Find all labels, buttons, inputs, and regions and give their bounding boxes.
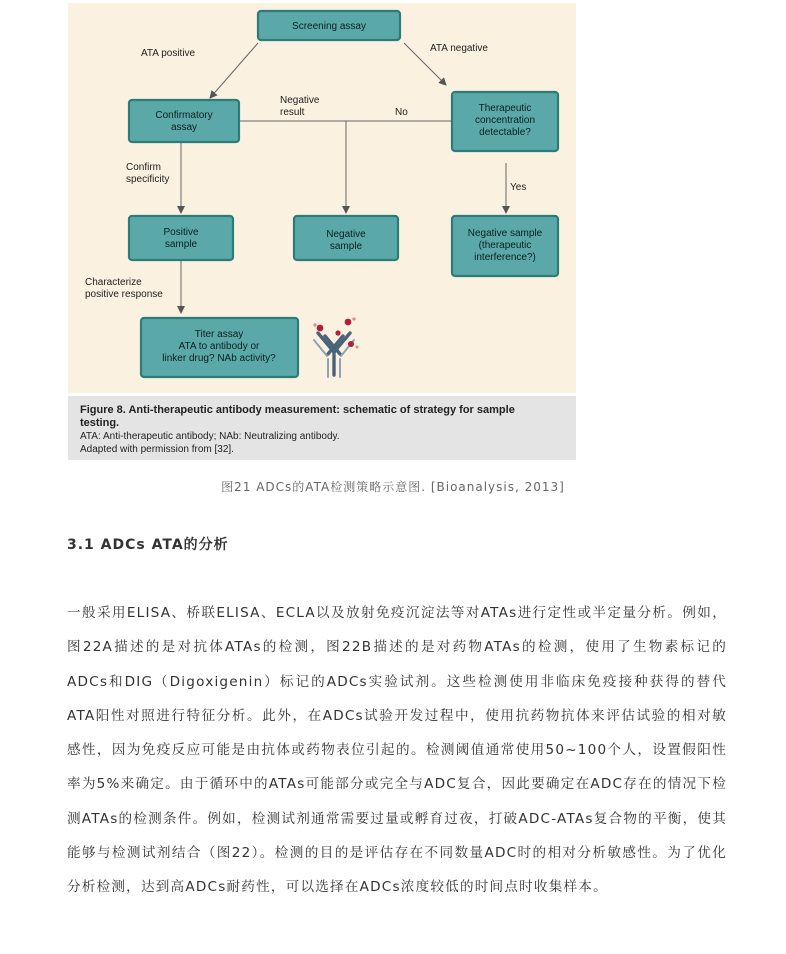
arrow-ata-positive — [210, 43, 258, 98]
text-line: ATA positive — [141, 48, 196, 59]
text-line: Negative — [280, 95, 320, 106]
label-confirm-specificity — [126, 162, 169, 185]
body-paragraph: 一般采用ELISA、桥联ELISA、ECLA以及放射免疫沉淀法等对ATAs进行定性或半定量分析。例如，图22A描述的是对抗体ATAs的检测，图22B描述的是对药物ATAs的检测，使用了生物素标记的ADCs和DIG（Digoxigenin）标记的ADCs实验试剂。这些检测使用非临床免疫接种获得的替代ATA阳性对照进行特征分析。此外，在ADCs试验开发过程中，使用抗药物抗体来评估试验的相对敏感性，因为免疫反应可能是由抗体或药物表位引起的。检测阈值通常使用50~100个人，设置假阳性率为5%来确定。由于循环中的ATAs可能部分或完全与ADC复合，因此要确定在ADC存在的情况下检测ATAs的检测条件。例如，检测试剂通常需要过量或孵育过夜，打破ADC-ATAs复合物的平衡，使其能够与检测试剂结合（图22）。检测的目的是评估存在不同数量ADC时的相对分析敏感性。为了优化分析检测，达到高ADCs耐药性，可以选择在ADCs浓度较低的时间点时收集样本。 — [67, 605, 727, 896]
caption-abbreviations: ATA: Anti-therapeutic antibody; NAb: Neutralizing antibody. — [80, 431, 340, 442]
text-line: Negative — [326, 229, 366, 240]
therapeutic-concentration-box — [452, 92, 558, 151]
text-line: concentration — [474, 115, 536, 126]
text-line: detectable? — [479, 127, 531, 138]
text-line: (therapeutic — [478, 240, 532, 251]
text-line: positive response — [85, 289, 163, 300]
caption-adapted: Adapted with permission from [32]. — [80, 444, 234, 455]
label-ata-positive — [141, 48, 196, 59]
text-line: Negative sample — [467, 228, 543, 239]
figure-caption — [68, 396, 576, 460]
negative-sample-box — [294, 216, 398, 260]
text-line: Confirmatory — [155, 110, 213, 121]
text-line: sample — [329, 241, 363, 252]
label-negative-result — [280, 95, 320, 118]
therapeutic-concentration-text — [475, 103, 535, 138]
text-line: Yes — [510, 182, 527, 193]
caption-title: Figure 8. Anti-therapeutic antibody measurement: schematic of strategy for sample testing. — [80, 404, 515, 429]
label-ata-negative — [430, 43, 488, 54]
text-line: Therapeutic — [478, 103, 532, 114]
screening-assay-box — [258, 11, 400, 40]
text-line: Characterize — [85, 277, 142, 288]
text-line: specificity — [126, 174, 170, 185]
label-characterize — [85, 277, 163, 300]
positive-sample-box — [129, 216, 233, 260]
text-line: No — [395, 107, 408, 118]
text-line: ATA negative — [430, 43, 488, 54]
text-line: linker drug? NAb activity? — [162, 353, 276, 364]
flowchart-diagram — [68, 3, 576, 393]
text-line: Confirm — [126, 162, 162, 173]
label-no — [395, 107, 408, 118]
negative-sample-text — [326, 229, 366, 252]
figure — [68, 3, 576, 460]
screening-assay-text — [292, 21, 366, 32]
text-line: Titer assay — [194, 329, 244, 340]
section-heading: 3.1 ADCs ATA的分析 — [67, 537, 229, 553]
text-line: assay — [170, 122, 198, 133]
antibody-illustration — [313, 317, 358, 377]
figure-note: 图21 ADCs的ATA检测策略示意图. [Bioanalysis, 2013] — [221, 480, 565, 494]
positive-sample-text — [163, 227, 198, 250]
text-line: ATA to antibody or — [178, 341, 260, 352]
confirmatory-assay-box — [129, 100, 239, 142]
text-line: interference?) — [474, 252, 536, 263]
text-line: Screening assay — [292, 21, 366, 32]
negative-interference-box — [452, 216, 558, 276]
label-yes — [510, 182, 526, 193]
text-line: Positive — [163, 227, 199, 238]
text-line: sample — [164, 239, 198, 250]
text-line: result — [280, 107, 305, 118]
titer-assay-box — [141, 318, 298, 377]
